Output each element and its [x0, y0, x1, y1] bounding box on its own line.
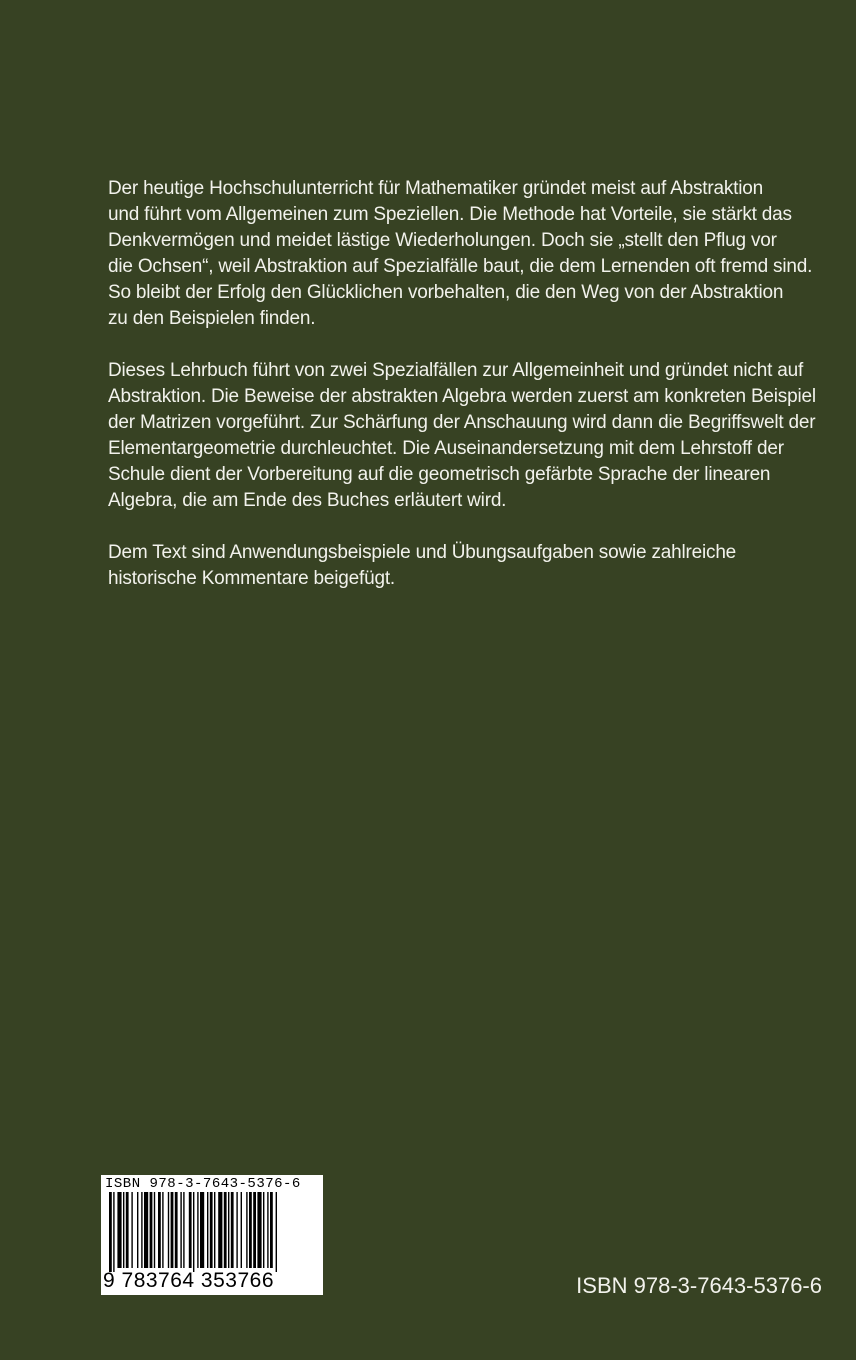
description-paragraph-2: [108, 358, 816, 514]
text-line: und führt vom Allgemeinen zum Speziellen. Die Methode hat Vorteile, sie stärkt das: [108, 204, 792, 225]
text-line: Dieses Lehrbuch führt von zwei Spezialfällen zur Allgemeinheit und gründet nicht auf: [108, 360, 804, 381]
barcode-bar: [175, 1192, 178, 1268]
text-line: Algebra, die am Ende des Buches erläutert wird.: [108, 490, 507, 511]
barcode-bar: [154, 1192, 155, 1268]
barcode-bar: [270, 1192, 273, 1268]
description-paragraph-1: [108, 176, 813, 332]
barcode-bar: [171, 1192, 174, 1268]
barcode-bar: [183, 1192, 184, 1268]
barcode-bar: [193, 1192, 194, 1272]
barcode-bar: [267, 1192, 268, 1268]
barcode-bar: [231, 1192, 234, 1268]
barcode-bar: [276, 1192, 277, 1272]
barcode-isbn-label: ISBN 978-3-7643-5376-6: [105, 1176, 301, 1192]
barcode-bar: [249, 1192, 252, 1268]
text-line: Der heutige Hochschulunterricht für Mathematiker gründet meist auf Abstraktion: [108, 178, 764, 199]
text-line: So bleibt der Erfolg den Glücklichen vorbehalten, die den Weg von der Abstraktion: [108, 282, 784, 303]
barcode-bar: [241, 1192, 242, 1268]
barcode-bar: [197, 1192, 198, 1268]
barcode-bars-icon: [101, 1192, 323, 1272]
barcode-bar: [137, 1192, 138, 1268]
barcode-bar: [123, 1192, 124, 1268]
isbn-number: ISBN 978-3-7643-5376-6: [576, 1273, 822, 1298]
barcode-bar: [150, 1192, 153, 1268]
text-line: der Matrizen vorgeführt. Zur Schärfung der Anschauung wird dann die Begriffswelt der: [108, 412, 816, 433]
barcode-bar: [158, 1192, 161, 1268]
barcode-bar: [236, 1192, 237, 1268]
barcode-bar: [144, 1192, 148, 1268]
barcode-digits: 9 783764 353766: [103, 1269, 274, 1292]
barcode-bar: [263, 1192, 264, 1268]
barcode-bar: [228, 1192, 229, 1268]
description-paragraph-3: [108, 540, 808, 592]
back-cover-description: [108, 176, 816, 618]
barcode-bar: [180, 1192, 181, 1268]
text-line: Abstraktion. Die Beweise der abstrakten Algebra werden zuerst am konkreten Beispiel: [108, 386, 816, 407]
barcode-bar: [224, 1192, 227, 1268]
text-line: Dem Text sind Anwendungsbeispiele und Übungsaufgaben sowie zahlreiche: [108, 542, 737, 563]
text-line: Elementargeometrie durchleuchtet. Die Auseinandersetzung mit dem Lehrstoff der: [108, 438, 784, 459]
barcode-bar: [126, 1192, 129, 1268]
barcode-bar: [253, 1192, 256, 1268]
barcode-bar: [214, 1192, 215, 1268]
barcode-bar: [168, 1192, 169, 1268]
barcode-bar: [246, 1192, 247, 1268]
text-line: zu den Beispielen finden.: [108, 308, 316, 329]
barcode-bar: [207, 1192, 208, 1268]
barcode-bar: [109, 1192, 112, 1272]
text-line: Denkvermögen und meidet lästige Wiederholungen. Doch sie „stellt den Pflug vor: [108, 230, 777, 251]
barcode-bar: [113, 1192, 114, 1272]
barcode-bar: [141, 1192, 142, 1268]
text-line: die Ochsen“, weil Abstraktion auf Spezialfälle baut, die dem Lernenden oft fremd sind.: [108, 256, 813, 277]
barcode-bar: [257, 1192, 261, 1268]
text-line: Schule dient der Vorbereitung auf die geometrisch gefärbte Sprache der linearen: [108, 464, 771, 485]
barcode-bar: [117, 1192, 121, 1268]
barcode-bar: [131, 1192, 132, 1268]
barcode-bar: [200, 1192, 204, 1268]
barcode-bar: [162, 1192, 163, 1268]
barcode-bar: [189, 1192, 192, 1268]
isbn-barcode: [101, 1175, 323, 1295]
barcode-bar: [210, 1192, 213, 1268]
text-line: historische Kommentare beigefügt.: [108, 568, 396, 589]
barcode-bar: [218, 1192, 222, 1268]
